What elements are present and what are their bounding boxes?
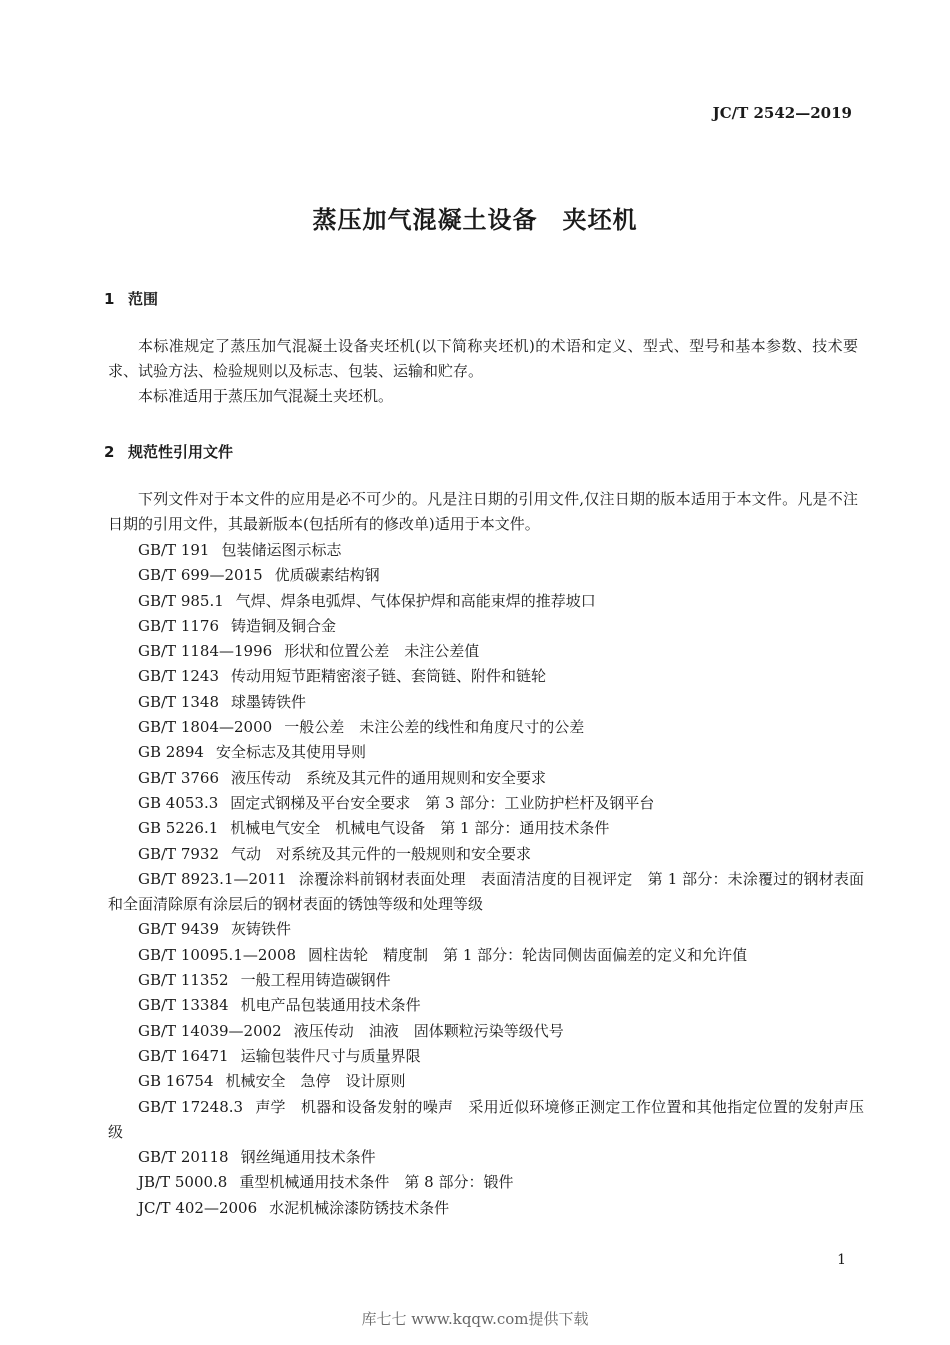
reference-title: 安全标志及其使用导则 <box>215 743 366 762</box>
reference-title: 铸造铜及铜合金 <box>231 616 337 635</box>
reference-item <box>108 664 864 689</box>
section-1-heading <box>104 288 158 309</box>
reference-code: GB/T 1176 <box>138 616 220 635</box>
reference-title: 涂覆涂料前钢材表面处理 表面清洁度的目视评定 第 1 部分：未涂覆过的钢材表面和全面清除原有涂层后的钢材表面的锈蚀等级和处理等级 <box>108 869 864 914</box>
reference-item <box>108 690 864 715</box>
reference-title: 液压传动 油液 固体颗粒污染等级代号 <box>293 1021 564 1040</box>
reference-code: GB/T 7932 <box>138 844 220 863</box>
reference-title: 一般公差 未注公差的线性和角度尺寸的公差 <box>284 718 585 737</box>
reference-item <box>108 842 864 867</box>
reference-item <box>108 766 864 791</box>
section-title: 规范性引用文件 <box>128 443 234 461</box>
reference-title: 气动 对系统及其元件的一般规则和安全要求 <box>231 844 532 863</box>
reference-title: 气焊、焊条电弧焊、气体保护焊和高能束焊的推荐坡口 <box>235 591 596 610</box>
reference-item <box>108 614 864 639</box>
reference-code: GB/T 985.1 <box>138 591 224 610</box>
reference-title: 形状和位置公差 未注公差值 <box>284 642 480 661</box>
reference-code: GB/T 10095.1—2008 <box>138 945 297 964</box>
reference-title: 传动用短节距精密滚子链、套筒链、附件和链轮 <box>231 667 547 686</box>
reference-item <box>108 1069 864 1094</box>
reference-code: GB/T 20118 <box>138 1148 229 1167</box>
reference-code: GB/T 1804—2000 <box>138 718 273 737</box>
footer-watermark: 库七七 www.kqqw.com提供下载 <box>361 1310 589 1328</box>
reference-item <box>108 740 864 765</box>
section-number: 2 <box>104 443 115 461</box>
reference-code: GB/T 8923.1—2011 <box>138 869 287 888</box>
reference-code: GB/T 3766 <box>138 768 220 787</box>
reference-item <box>108 1095 864 1146</box>
reference-item <box>108 1196 864 1221</box>
reference-title: 包装储运图示标志 <box>221 541 342 559</box>
section-title: 范围 <box>128 290 159 308</box>
reference-code: GB/T 1184—1996 <box>138 642 273 661</box>
reference-list <box>108 538 864 1221</box>
page-number: 1 <box>837 1252 846 1268</box>
reference-item <box>108 715 864 740</box>
reference-item <box>108 589 864 614</box>
reference-title: 机电产品包装通用技术条件 <box>240 996 421 1015</box>
reference-title: 一般工程用铸造碳钢件 <box>240 971 391 990</box>
reference-item <box>108 993 864 1018</box>
reference-title: 重型机械通用技术条件 第 8 部分：锻件 <box>239 1173 514 1192</box>
reference-code: GB/T 9439 <box>138 920 220 939</box>
reference-item <box>108 538 864 563</box>
reference-item <box>108 1170 864 1195</box>
reference-item <box>108 917 864 942</box>
reference-item <box>108 968 864 993</box>
reference-title: 机械安全 急停 设计原则 <box>225 1072 406 1091</box>
reference-title: 机械电气安全 机械电气设备 第 1 部分：通用技术条件 <box>230 819 610 838</box>
reference-title: 液压传动 系统及其元件的通用规则和安全要求 <box>231 768 547 787</box>
reference-item <box>108 1044 864 1069</box>
reference-code: GB/T 11352 <box>138 971 229 990</box>
reference-title: 球墨铸铁件 <box>231 692 307 711</box>
scope-applicability: 本标准适用于蒸压加气混凝土夹坯机。 <box>138 387 394 405</box>
reference-item <box>108 639 864 664</box>
reference-item <box>108 791 864 816</box>
reference-title: 声学 机器和设备发射的噪声 采用近似环境修正测定工作位置和其他指定位置的发射声压级 <box>108 1097 864 1141</box>
reference-title: 固定式钢梯及平台安全要求 第 3 部分：工业防护栏杆及钢平台 <box>230 793 655 812</box>
reference-title: 圆柱齿轮 精度制 第 1 部分：轮齿同侧齿面偏差的定义和允许值 <box>308 945 748 964</box>
reference-code: GB/T 16471 <box>138 1046 229 1065</box>
reference-title: 运输包装件尺寸与质量界限 <box>240 1046 421 1065</box>
reference-code: GB 16754 <box>138 1072 214 1091</box>
reference-code: GB/T 191 <box>138 541 210 559</box>
reference-title: 钢丝绳通用技术条件 <box>240 1148 376 1167</box>
reference-code: GB/T 1243 <box>138 667 220 686</box>
reference-code: GB 4053.3 <box>138 793 219 812</box>
section-2-heading <box>104 441 233 462</box>
reference-item <box>108 1019 864 1044</box>
reference-item <box>108 943 864 968</box>
reference-code: GB/T 1348 <box>138 692 220 711</box>
reference-code: JC/T 402—2006 <box>138 1198 258 1217</box>
reference-item <box>108 867 864 918</box>
reference-item <box>108 563 864 588</box>
reference-code: GB/T 13384 <box>138 996 229 1015</box>
reference-item <box>108 1145 864 1170</box>
reference-title: 水泥机械涂漆防锈技术条件 <box>269 1198 450 1217</box>
reference-item <box>108 816 864 841</box>
reference-code: GB/T 14039—2002 <box>138 1021 282 1040</box>
section-number: 1 <box>104 290 115 308</box>
references-intro: 下列文件对于本文件的应用是必不可少的。凡是注日期的引用文件,仅注日期的版本适用于本文件。凡是不注日期的引用文件，其最新版本(包括所有的修改单)适用于本文件。 <box>108 490 858 533</box>
reference-code: GB 5226.1 <box>138 819 219 838</box>
scope-paragraph: 本标准规定了蒸压加气混凝土设备夹坯机(以下简称夹坯机)的术语和定义、型式、型号和基本参数、技术要求、试验方法、检验规则以及标志、包装、运输和贮存。 <box>108 337 858 380</box>
document-title: 蒸压加气混凝土设备 夹坯机 <box>312 206 638 234</box>
reference-code: GB/T 699—2015 <box>138 566 263 585</box>
reference-code: GB/T 17248.3 <box>138 1097 244 1116</box>
reference-code: GB 2894 <box>138 743 204 762</box>
standard-code: JC/T 2542—2019 <box>712 104 852 122</box>
reference-code: JB/T 5000.8 <box>138 1173 228 1192</box>
reference-title: 灰铸铁件 <box>231 920 292 939</box>
reference-title: 优质碳素结构钢 <box>274 566 380 585</box>
